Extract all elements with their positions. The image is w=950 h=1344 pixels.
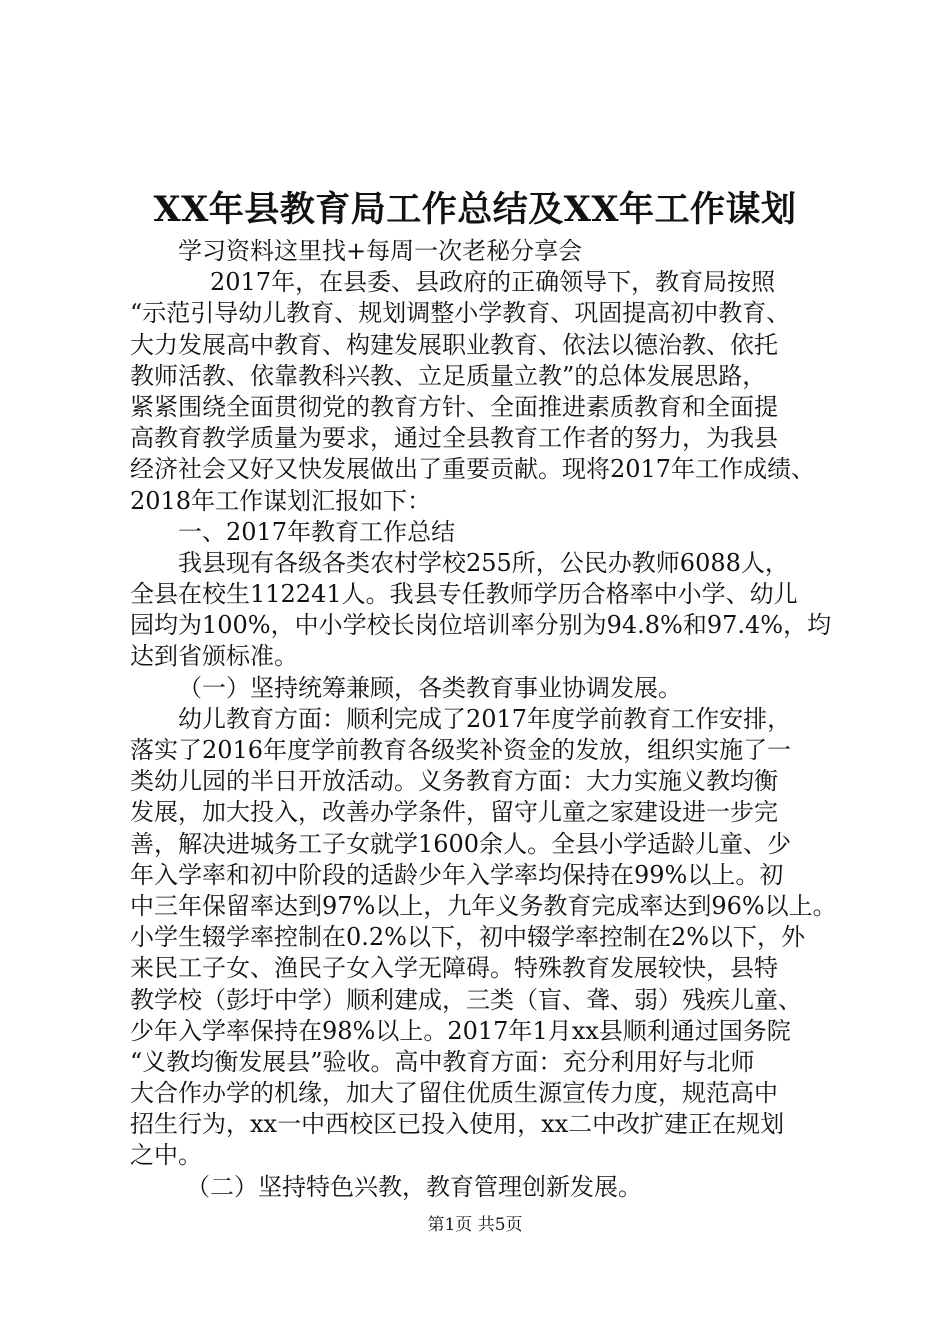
- paragraph-line: 2017年，在县委、县政府的正确领导下，教育局按照: [210, 268, 776, 297]
- document-title: XX年县教育局工作总结及XX年工作谋划: [153, 189, 797, 230]
- paragraph-line: 教师活教、依靠教科兴教、立足质量立教”的总体发展思路，: [130, 361, 767, 390]
- paragraph-line: 招生行为，xx一中西校区已投入使用，xx二中改扩建正在规划: [130, 1110, 785, 1139]
- paragraph-line: 达到省颁标准。: [130, 642, 298, 671]
- paragraph-line: 园均为100%，中小学校长岗位培训率分别为94.8%和97.4%，均: [130, 611, 832, 640]
- paragraph-line: 来民工子女、渔民子女入学无障碍。特殊教育发展较快，县特: [130, 954, 778, 983]
- subsection-heading: （一）坚持统筹兼顾，各类教育事业协调发展。: [178, 673, 682, 702]
- paragraph-line: 落实了2016年度学前教育各级奖补资金的发放，组织实施了一: [130, 736, 792, 764]
- paragraph-line: 经济社会又好又快发展做出了重要贡献。现将2017年工作成绩、: [130, 455, 816, 484]
- paragraph-line: 小学生辍学率控制在0.2%以下，初中辍学率控制在2%以下，外: [130, 923, 806, 952]
- paragraph-line: 我县现有各级各类农村学校255所，公民办教师6088人，: [178, 548, 789, 577]
- paragraph-line: 发展，加大投入，改善办学条件，留守儿童之家建设进一步完: [130, 798, 778, 827]
- paragraph-line: 2018年工作谋划汇报如下：: [130, 486, 432, 515]
- subtitle-line: 学习资料这里找+每周一次老秘分享会: [178, 237, 583, 265]
- paragraph-line: 紧紧围绕全面贯彻党的教育方针、全面推进素质教育和全面提: [130, 392, 778, 421]
- paragraph-line: 类幼儿园的半日开放活动。义务教育方面：大力实施义教均衡: [130, 767, 778, 796]
- paragraph-line: 年入学率和初中阶段的适龄少年入学率均保持在99%以上。初: [130, 860, 784, 889]
- paragraph-line: 幼儿教育方面：顺利完成了2017年度学前教育工作安排，: [178, 704, 792, 733]
- subsection-heading: （二）坚持特色兴教，教育管理创新发展。: [186, 1172, 642, 1201]
- paragraph-line: 善，解决进城务工子女就学1600余人。全县小学适龄儿童、少: [130, 829, 792, 858]
- section-heading: 一、2017年教育工作总结: [178, 517, 456, 546]
- paragraph-line: 中三年保留率达到97%以上，九年义务教育完成率达到96%以上。: [130, 891, 837, 920]
- paragraph-line: “示范引导幼儿教育、规划调整小学教育、巩固提高初中教育、: [130, 299, 791, 328]
- paragraph-line: 教学校（彭圩中学）顺利建成，三类（盲、聋、弱）残疾儿童、: [130, 985, 802, 1014]
- paragraph-line: 之中。: [130, 1141, 202, 1170]
- paragraph-line: 少年入学率保持在98%以上。2017年1月xx县顺利通过国务院: [130, 1016, 791, 1045]
- paragraph-line: 全县在校生112241人。我县专任教师学历合格率中小学、幼儿: [130, 580, 798, 609]
- document-body: [130, 236, 837, 1203]
- paragraph-line: “义教均衡发展县”验收。高中教育方面：充分利用好与北师: [130, 1047, 755, 1076]
- paragraph-line: 大合作办学的机缘，加大了留住优质生源宣传力度，规范高中: [130, 1079, 778, 1108]
- paragraph-line: 高教育教学质量为要求，通过全县教育工作者的努力，为我县: [130, 424, 778, 453]
- page-number-footer: 第1页 共5页: [427, 1215, 523, 1235]
- paragraph-line: 大力发展高中教育、构建发展职业教育、依法以德治教、依托: [130, 330, 778, 359]
